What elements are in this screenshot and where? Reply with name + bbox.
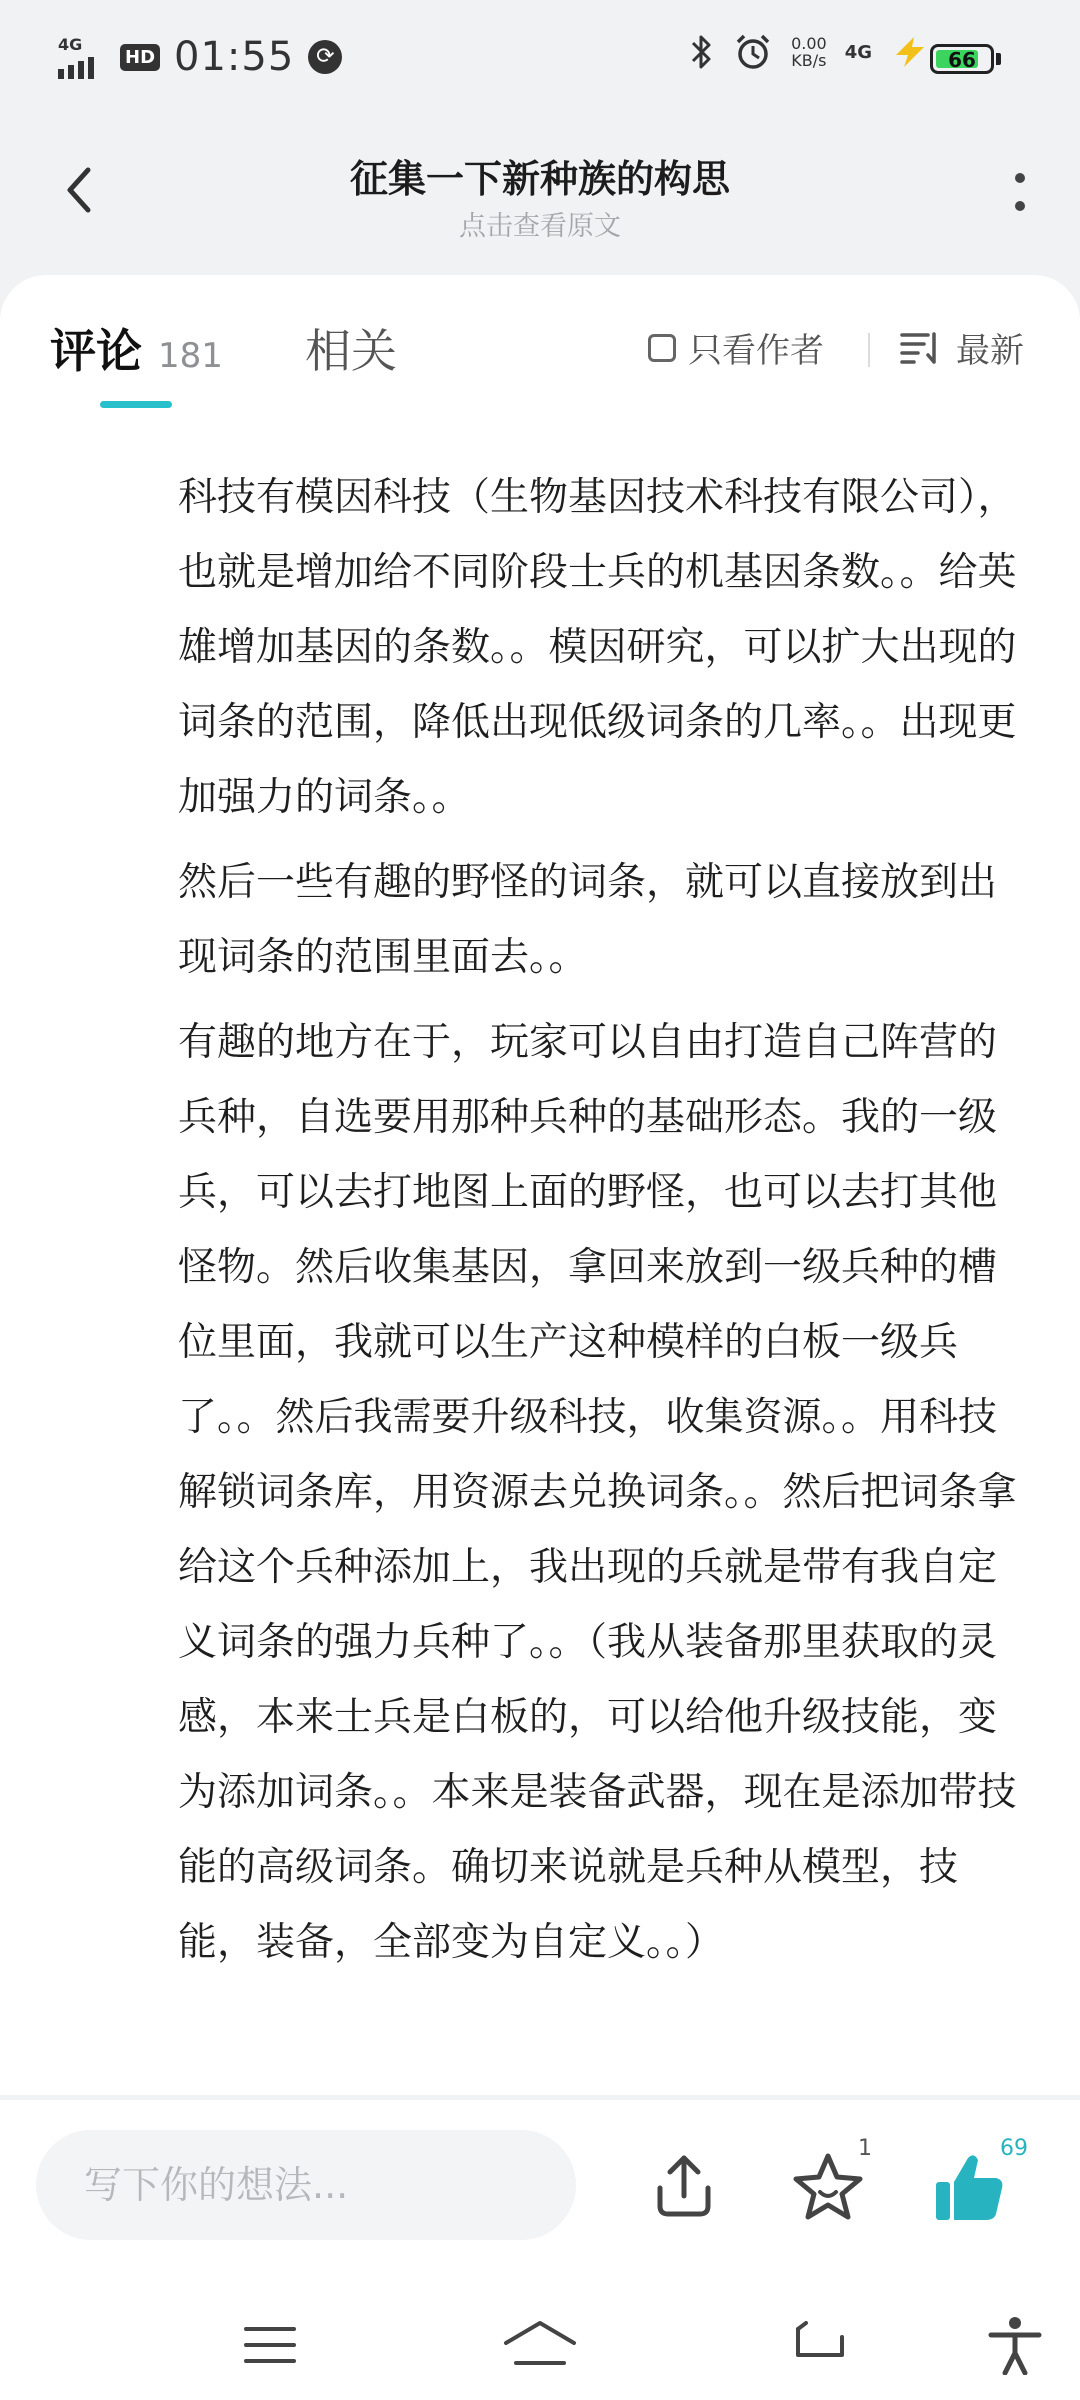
bluetooth-icon — [689, 32, 715, 72]
divider — [868, 333, 870, 367]
paragraph: 有趣的地方在于，玩家可以自由打造自己阵营的兵种，自选要用那种兵种的基础形态。我的一级兵，可以去打地图上面的野怪，也可以去打其他怪物。然后收集基因，拿回来放到一级兵种的槽位里面，我就可以生产这种模样的白板一级兵了。。然后我需要升级科技，收集资源。。用科技解锁词条库，用资源去兑换词条。。然后把词条拿给这个兵种添加上，我出现的兵就是带有我自定义词条的强力兵种了。。（我从装备那里获取的灵感，本来士兵是白板的，可以给他升级技能，变为添加词条。。本来是装备武器，现在是添加带技能的高级词条。确切来说就是兵种从模型，技能，装备，全部变为自定义。。） — [178, 1020, 1017, 1965]
paragraph: 科技有模因科技（生物基因技术科技有限公司），也就是增加给不同阶段士兵的机基因条数。。给英雄增加基因的条数。。模因研究，可以扩大出现的词条的范围，降低出现低级词条的几率。。出现更加强力的词条。。 — [178, 475, 1017, 820]
home-icon[interactable] — [500, 2315, 580, 2375]
net-speed-unit: KB/s — [791, 51, 827, 70]
hd-badge: HD — [120, 44, 160, 71]
back-icon[interactable] — [790, 2315, 850, 2375]
share-icon[interactable] — [648, 2150, 720, 2222]
status-left — [58, 34, 342, 80]
net-speed-value: 0.00 — [791, 34, 827, 53]
nav-header — [0, 120, 1080, 280]
active-tab-indicator — [100, 401, 172, 408]
alarm-icon — [733, 32, 773, 72]
status-right — [689, 32, 930, 72]
net-speed — [791, 35, 827, 69]
menu-icon[interactable] — [240, 2315, 300, 2375]
article-body — [178, 460, 1028, 1990]
view-original-link[interactable]: 点击查看原文 — [459, 211, 621, 242]
page-title: 征集一下新种族的构思 — [349, 157, 730, 201]
accessibility-icon[interactable] — [985, 2315, 1045, 2375]
comment-input[interactable] — [36, 2130, 576, 2240]
tab-comments[interactable] — [50, 315, 223, 381]
paragraph: 然后一些有趣的野怪的词条，就可以直接放到出现词条的范围里面去。。 — [178, 860, 998, 980]
system-nav-bar — [0, 2275, 1080, 2400]
checkbox-icon[interactable] — [648, 334, 676, 362]
more-vertical-icon[interactable] — [1000, 162, 1040, 222]
chevron-left-icon[interactable] — [58, 160, 108, 220]
action-bar — [0, 2100, 1080, 2275]
mobile-data-label: 4G — [844, 41, 872, 63]
star-icon[interactable] — [790, 2150, 866, 2226]
comments-count: 181 — [158, 336, 223, 376]
network-type-label: 4G — [58, 35, 83, 54]
tab-related[interactable]: 相关 — [305, 324, 397, 378]
cell-signal-icon — [58, 35, 106, 79]
sort-label: 最新 — [956, 331, 1024, 371]
author-only-label: 只看作者 — [688, 331, 824, 371]
favorite-count: 1 — [858, 2136, 872, 2161]
tab-comments-label: 评论 — [50, 324, 142, 378]
author-only-toggle[interactable] — [648, 323, 824, 372]
like-count: 69 — [1000, 2136, 1028, 2161]
sort-button[interactable] — [900, 323, 1024, 372]
tab-bar — [0, 315, 1080, 425]
charging-bolt-icon — [890, 35, 930, 69]
status-bar — [0, 0, 1080, 120]
sort-icon — [900, 330, 942, 366]
sync-icon: ⟳ — [308, 40, 342, 74]
content-card — [0, 275, 1080, 2095]
clock: 01:55 — [174, 34, 295, 80]
thumbs-up-icon[interactable] — [930, 2148, 1010, 2228]
battery-level: 66 — [948, 48, 976, 72]
